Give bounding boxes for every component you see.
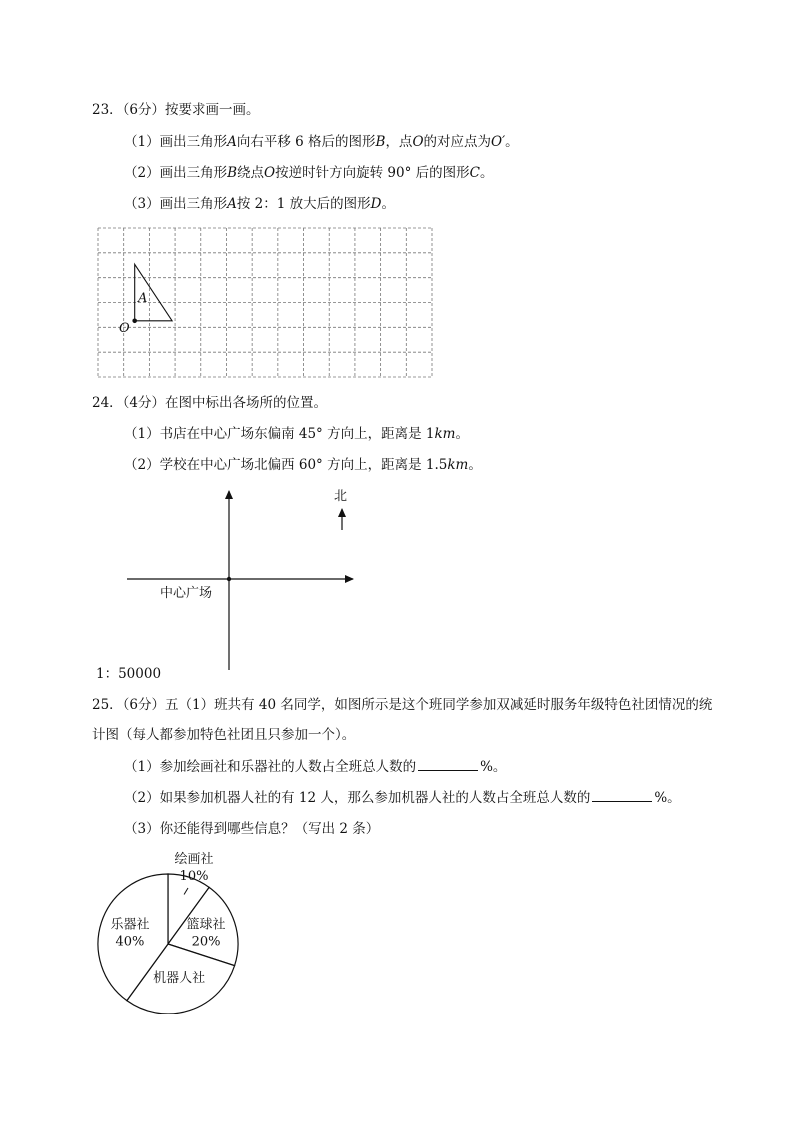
text-span: （1）参加绘画社和乐器社的人数占全班总人数的 [124,759,417,775]
answer-blank[interactable] [418,758,478,771]
text-span: 的对应点为 [423,134,492,150]
q23-item-3 [124,195,395,213]
north-label: 北 [334,489,348,504]
text-span: 。 [468,457,482,473]
var-span: D [370,196,382,212]
text-span: %。 [654,790,681,806]
pie-chart [90,848,250,1014]
q23-grid-figure [92,226,438,382]
text-span: %。 [480,759,507,775]
q23-item-2 [124,164,493,182]
text-span: 。 [505,134,519,150]
text-span: （3）你还能得到哪些信息？（写出 2 条） [124,821,380,837]
scale-label: 1：50000 [96,666,162,682]
q23-heading: 23．（6分）按要求画一画。 [92,102,260,118]
slice-label: 篮球社 [186,917,226,933]
var-span: B [227,165,238,181]
var-span: O [412,134,424,150]
text-span: ，点 [385,134,413,150]
point-o [132,319,137,324]
text-span: 。 [479,165,494,181]
q23-item-1 [124,133,519,151]
slice-value-label: 20% [191,934,221,950]
text-span: （1）画出三角形 [124,134,228,150]
center-point [227,577,231,581]
dashed-grid [98,228,432,377]
triangle-a-label: A [138,291,148,306]
text-span: 按逆时针方向旋转 90° 后的图形 [275,165,470,181]
unit-span: km [434,426,456,442]
text-span: （2）画出三角形 [124,165,228,181]
var-span: A [227,196,237,212]
q24-heading: 24．（4分）在图中标出各场所的位置。 [92,395,328,411]
q25-heading-line-2: 计图（每人都参加特色社团且只参加一个）。 [92,727,356,743]
q24-coordinate-figure [110,484,370,684]
text-span: （3）画出三角形 [124,196,228,212]
slice-label: 绘画社 [174,852,214,867]
slice-value-label: 10% [179,869,209,884]
slice-label: 乐器社 [110,917,150,933]
text-span: （2）学校在中心广场北偏西 60° 方向上，距离是 1.5 [124,457,448,473]
center-label: 中心广场 [160,586,213,601]
slice-value-label: 40% [115,934,145,950]
var-span: C [469,165,480,181]
text-span: 绕点 [237,165,265,181]
q25-heading-line-1: 25．（6分）五（1）班共有 40 名同学，如图所示是这个班同学参加双减延时服务年级特色社团情况的统 [92,697,713,713]
slice-label: 机器人社 [153,971,206,987]
text-span: 。 [381,196,395,212]
text-span: （2）如果参加机器人社的有 12 人，那么参加机器人社的人数占全班总人数的 [124,790,591,806]
text-span: 按 2：1 放大后的图形 [236,196,371,212]
q25-item-2 [124,789,681,807]
answer-blank[interactable] [592,789,652,802]
var-span: A [227,134,237,150]
text-span: （1）书店在中心广场东偏南 45° 方向上，距离是 1 [124,426,435,442]
text-span: 。 [455,426,469,442]
var-span: O′ [491,134,506,150]
unit-span: km [447,457,469,473]
var-span: O [264,165,276,181]
q24-item-2 [124,456,482,474]
var-span: B [375,134,386,150]
q25-item-3 [124,820,379,838]
q24-item-1 [124,425,469,443]
point-o-label: O [119,321,130,336]
text-span: 向右平移 6 格后的图形 [236,134,376,150]
q25-item-1 [124,758,506,776]
